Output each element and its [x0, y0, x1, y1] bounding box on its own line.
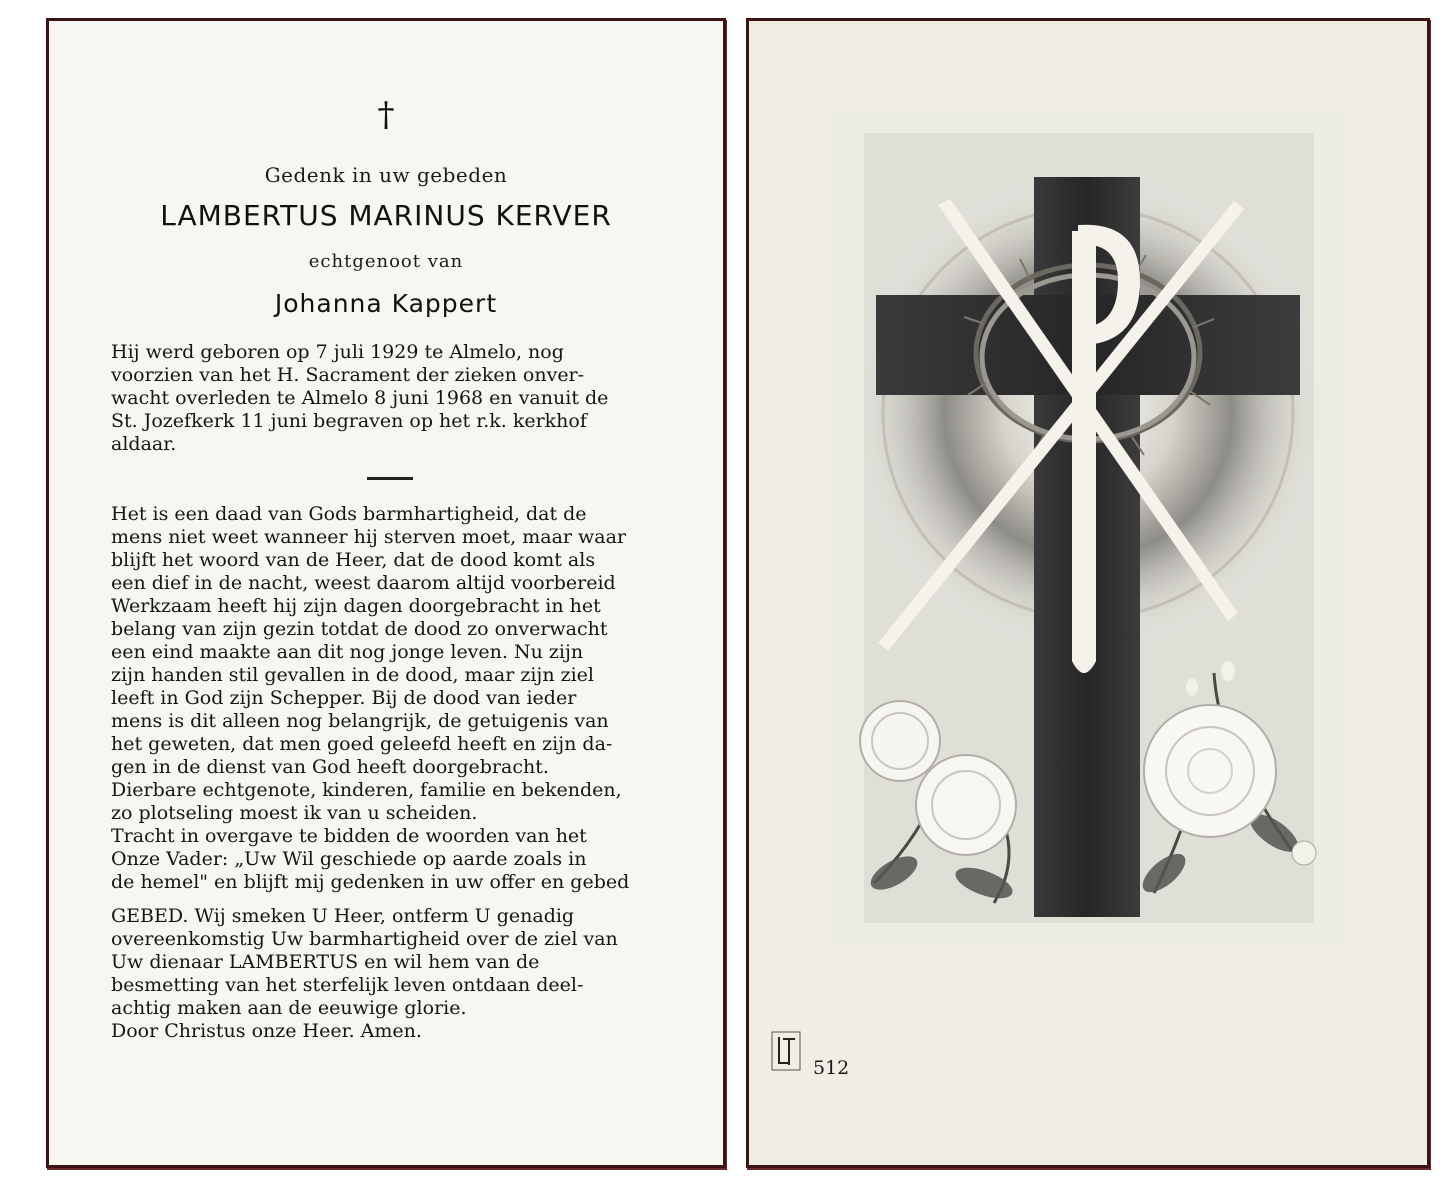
text-line: achtig maken aan de eeuwige glorie. — [111, 997, 467, 1019]
text-line: Door Christus onze Heer. Amen. — [111, 1020, 422, 1042]
cross-chi-rho-illustration — [834, 113, 1342, 945]
text-line: Werkzaam heeft hij zijn dagen doorgebracht in het — [111, 595, 601, 617]
prayer-paragraph — [111, 905, 669, 1043]
text-line: een dief in de nacht, weest daarom altijd voorbereid — [111, 572, 616, 594]
text-line: leeft in God zijn Schepper. Bij de dood van ieder — [111, 687, 577, 709]
text-line: Dierbare echtgenote, kinderen, familie en bekenden, — [111, 779, 622, 801]
text-line: blijft het woord van de Heer, dat de dood komt als — [111, 549, 596, 571]
text-line: Tracht in overgave te bidden de woorden van het — [111, 825, 587, 847]
text-line: het geweten, dat men goed geleefd heeft en zijn da- — [111, 733, 613, 755]
text-line: mens niet weet wanneer hij sterven moet, maar waar — [111, 526, 627, 548]
lt-monogram-icon — [771, 1031, 801, 1071]
text-line: GEBED. Wij smeken U Heer, ontferm U genadig — [111, 905, 575, 927]
text-line: belang van zijn gezin totdat de dood zo onverwacht — [111, 618, 608, 640]
text-line: voorzien van het H. Sacrament der zieken onver- — [111, 364, 585, 386]
text-line: gen in de dienst van God heeft doorgebracht. — [111, 756, 549, 778]
text-line: Uw dienaar LAMBERTUS en wil hem van de — [111, 951, 540, 973]
text-line: overeenkomstig Uw barmhartigheid over de ziel van — [111, 928, 618, 950]
text-line: zijn handen stil gevallen in de dood, maar zijn ziel — [111, 664, 594, 686]
spouse-name: Johanna Kappert — [274, 289, 498, 318]
text-line: mens is dit alleen nog belangrijk, de getuigenis van — [111, 710, 609, 732]
cross-icon: † — [377, 95, 395, 135]
text-line: een eind maakte aan dit nog jonge leven. Nu zijn — [111, 641, 584, 663]
text-line: St. Jozefkerk 11 juni begraven op het r.k. kerkhof — [111, 410, 587, 432]
memorial-card-image-side — [746, 18, 1430, 1168]
publisher-logo — [771, 1031, 801, 1075]
text-line: besmetting van het sterfelijk leven ontdaan deel- — [111, 974, 584, 996]
meditation-paragraph — [111, 503, 669, 894]
section-divider — [367, 477, 413, 480]
text-line: de hemel" en blijft mij gedenken in uw offer en gebed — [111, 871, 630, 893]
text-line: Onze Vader: „Uw Wil geschiede op aarde zoals in — [111, 848, 587, 870]
spouse-label: echtgenoot van — [308, 251, 464, 272]
text-line: Hij werd geboren op 7 juli 1929 te Almelo, nog — [111, 341, 564, 363]
devotional-illustration — [834, 113, 1342, 945]
text-line: zo plotseling moest ik van u scheiden. — [111, 802, 478, 824]
intro-text: Gedenk in uw gebeden — [264, 163, 508, 187]
text-line: Het is een daad van Gods barmhartigheid, dat de — [111, 503, 587, 525]
deceased-name: LAMBERTUS MARINUS KERVER — [160, 199, 612, 232]
card-number: 512 — [813, 1057, 850, 1079]
text-line: wacht overleden te Almelo 8 juni 1968 en vanuit de — [111, 387, 609, 409]
memorial-card-text-side — [46, 18, 726, 1168]
biography-paragraph — [111, 341, 669, 456]
text-line: aldaar. — [111, 433, 177, 455]
